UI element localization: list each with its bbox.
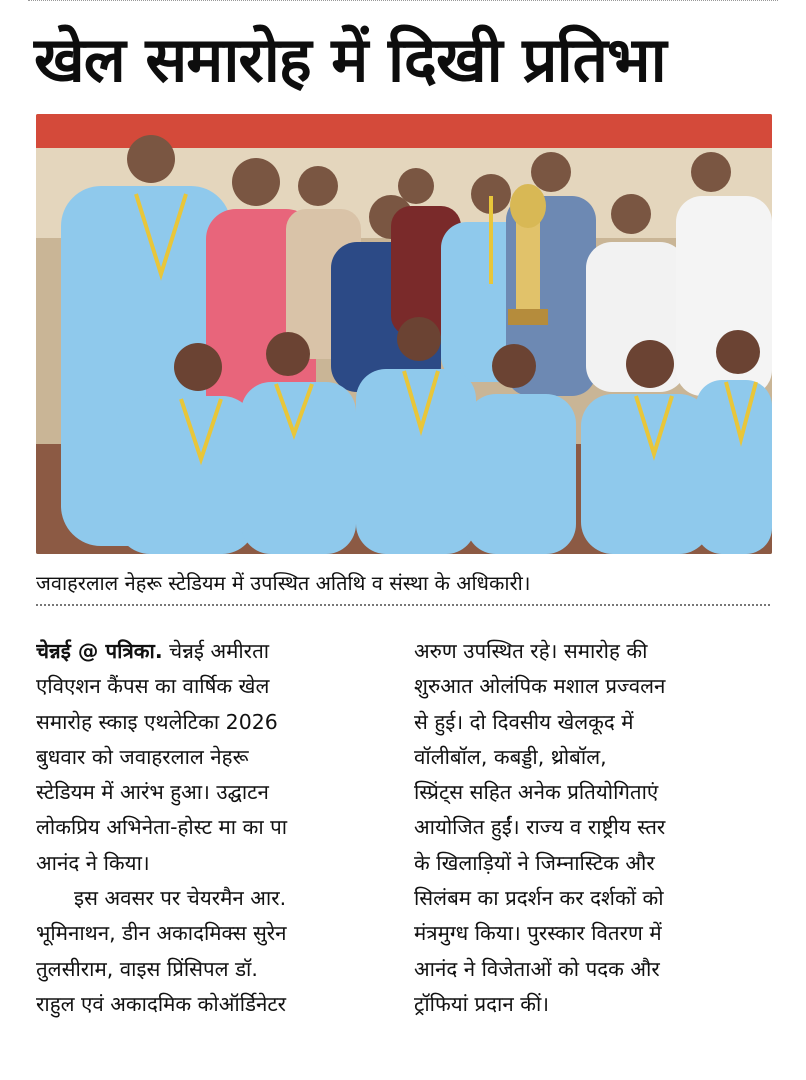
article-column-right <box>414 634 776 1022</box>
article-line: आनंद ने विजेताओं को पदक और <box>414 956 660 981</box>
article-line: आनंद ने किया। <box>36 850 150 875</box>
article-line: वॉलीबॉल, कबड्डी, थ्रोबॉल, <box>414 744 607 769</box>
article-line: के खिलाड़ियों ने जिम्नास्टिक और <box>414 850 655 875</box>
article-line: स्प्रिंट्स सहित अनेक प्रतियोगिताएं <box>414 780 659 805</box>
news-photo <box>36 114 772 554</box>
article-line: तुलसीराम, वाइस प्रिंसिपल डॉ. <box>36 956 258 981</box>
article-column-left <box>36 634 398 1022</box>
top-dotted-rule <box>28 0 778 6</box>
article-line: मंत्रमुग्ध किया। पुरस्कार वितरण में <box>414 921 662 946</box>
article-line: इस अवसर पर चेयरमैन आर. <box>74 886 287 911</box>
article-line: से हुई। दो दिवसीय खेलकूद में <box>414 709 634 734</box>
article-line: एविएशन कैंपस का वार्षिक खेल <box>36 674 270 699</box>
article-line: बुधवार को जवाहरलाल नेहरू <box>36 744 249 769</box>
article-line: भूमिनाथन, डीन अकादमिक्स सुरेन <box>36 921 287 946</box>
article-line: स्टेडियम में आरंभ हुआ। उद्घाटन <box>36 780 269 805</box>
article-line: राहुल एवं अकादमिक कोऑर्डिनेटर <box>36 991 287 1016</box>
dateline: चेन्नई @ पत्रिका. <box>36 639 163 663</box>
group-photo-illustration <box>36 114 772 554</box>
article-line: आयोजित हुईं। राज्य व राष्ट्रीय स्तर <box>414 815 666 840</box>
photo-caption: जवाहरलाल नेहरू स्टेडियम में उपस्थित अतिथि व संस्था के अधिकारी। <box>36 571 531 595</box>
article-line: ट्रॉफियां प्रदान कीं। <box>414 991 550 1016</box>
article-line: सिलंबम का प्रदर्शन कर दर्शकों को <box>414 886 664 911</box>
article-line: अरुण उपस्थित रहे। समारोह की <box>414 639 648 663</box>
article-line: शुरुआत ओलंपिक मशाल प्रज्वलन <box>414 674 666 699</box>
article-line: चेन्नई @ पत्रिका. चेन्नई अमीरता <box>36 639 270 663</box>
caption-dotted-rule <box>36 604 770 606</box>
article-line: समारोह स्काइ एथलेटिका 2026 <box>36 709 278 734</box>
headline: खेल समारोह में दिखी प्रतिभा <box>34 23 666 96</box>
article-line: लोकप्रिय अभिनेता-होस्ट मा का पा <box>36 815 288 840</box>
